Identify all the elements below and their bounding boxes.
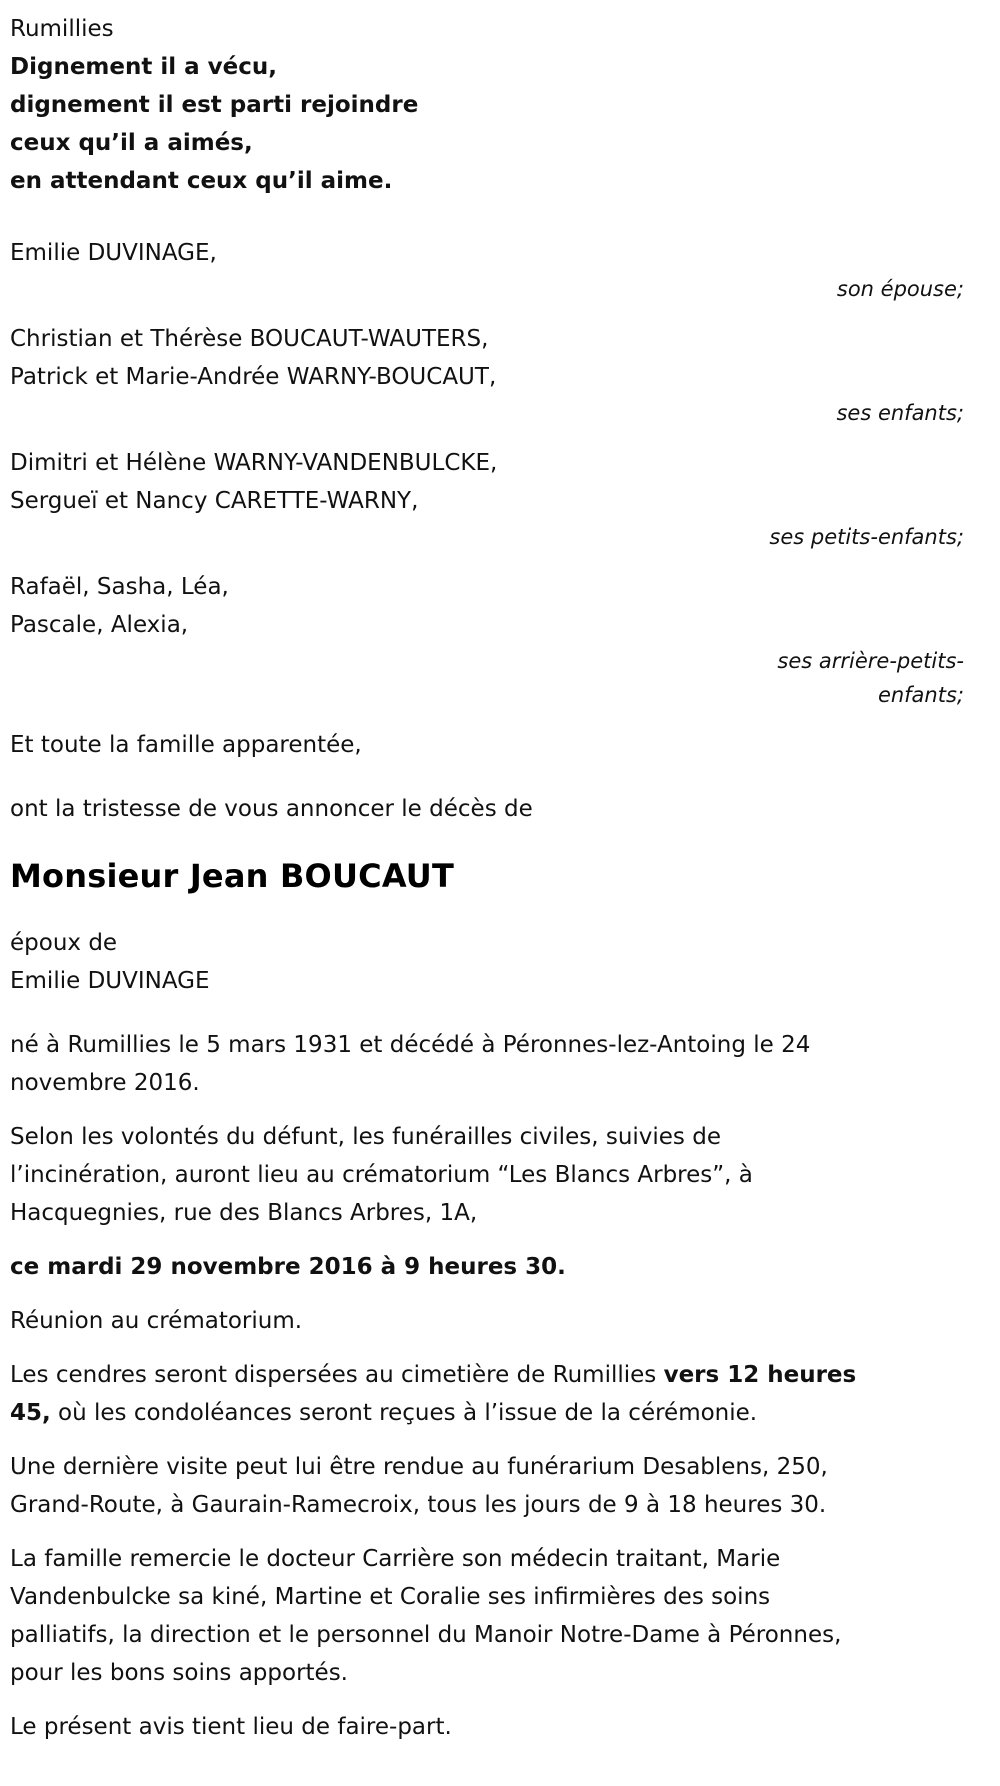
family-group-children <box>10 320 968 430</box>
family-name-line: Sergueï et Nancy CARETTE-WARNY, <box>10 488 419 514</box>
spacer <box>10 200 968 234</box>
family-relation-label: ses petits-enfants; <box>769 525 964 549</box>
family-relation-label: son épouse; <box>836 277 964 301</box>
epitaph-line-2: dignement il est parti rejoindre <box>10 92 419 118</box>
family-relation-label-continued: enfants; <box>877 683 964 707</box>
ashes-text-part1: Les cendres seront dispersées au cimetière de Rumillies <box>10 1362 664 1388</box>
spacer <box>10 898 968 924</box>
family-names <box>10 320 968 396</box>
deceased-name: Monsieur Jean BOUCAUT <box>10 857 455 895</box>
family-name-line: Patrick et Marie-Andrée WARNY-BOUCAUT, <box>10 364 497 390</box>
closing-paragraph: Le présent avis tient lieu de faire-part. <box>10 1714 452 1740</box>
epitaph-line-4: en attendant ceux qu’il aime. <box>10 168 393 194</box>
locality-text: Rumillies <box>10 16 114 42</box>
ashes-paragraph <box>10 1356 870 1432</box>
family-names <box>10 568 968 644</box>
spacer <box>10 554 968 568</box>
ceremony-intro-paragraph: Selon les volontés du défunt, les funérailles civiles, suivies de l’incinération, auront lieu au crématorium “Les Blancs Arbres”, à Hacquegnies, rue des Blancs Arbres, 1A, <box>10 1124 753 1226</box>
spacer <box>10 764 968 790</box>
spacer <box>10 306 968 320</box>
family-group-spouse <box>10 234 968 306</box>
visit-paragraph: Une dernière visite peut lui être rendue au funérarium Desablens, 250, Grand-Route, à Gaurain-Ramecroix, tous les jours de 9 à 18 heures 30. <box>10 1454 828 1518</box>
family-group-great-grandchildren <box>10 568 968 712</box>
extended-family-text: Et toute la famille apparentée, <box>10 732 362 758</box>
thanks-paragraph: La famille remercie le docteur Carrière son médecin traitant, Marie Vandenbulcke sa kiné, Martine et Coralie ses infirmières des soins palliatifs, la direction et le personnel du Manoir Notre-Dame à Péronnes, pour les bons soins apportés. <box>10 1546 842 1686</box>
family-group-grandchildren <box>10 444 968 554</box>
spouse-name: Emilie DUVINAGE <box>10 968 210 994</box>
spacer <box>10 712 968 726</box>
family-names <box>10 234 968 272</box>
family-names <box>10 444 968 520</box>
family-name-line: Rafaël, Sasha, Léa, <box>10 574 229 600</box>
spouse-label: époux de <box>10 930 118 956</box>
epitaph-line-3: ceux qu’il a aimés, <box>10 130 253 156</box>
ashes-text-part2: où les condoléances seront reçues à l’issue de la cérémonie. <box>50 1400 758 1426</box>
family-relation-label: ses arrière-petits- <box>777 649 964 673</box>
ceremony-datetime-paragraph: ce mardi 29 novembre 2016 à 9 heures 30. <box>10 1254 566 1280</box>
birth-death-paragraph: né à Rumillies le 5 mars 1931 et décédé à Péronnes-lez-Antoing le 24 novembre 2016. <box>10 1032 811 1096</box>
spacer <box>10 1000 968 1026</box>
family-relation-label: ses enfants; <box>836 401 964 425</box>
ashes-time-highlight: vers 12 heures 45, <box>10 1362 857 1426</box>
spacer <box>10 828 968 854</box>
gathering-paragraph: Réunion au crématorium. <box>10 1308 303 1334</box>
spacer <box>10 430 968 444</box>
family-name-line: Pascale, Alexia, <box>10 612 189 638</box>
announcement-text: ont la tristesse de vous annoncer le décès de <box>10 796 533 822</box>
epitaph-line-1: Dignement il a vécu, <box>10 54 277 80</box>
family-name-line: Emilie DUVINAGE, <box>10 240 217 266</box>
family-name-line: Christian et Thérèse BOUCAUT-WAUTERS, <box>10 326 489 352</box>
family-name-line: Dimitri et Hélène WARNY-VANDENBULCKE, <box>10 450 498 476</box>
